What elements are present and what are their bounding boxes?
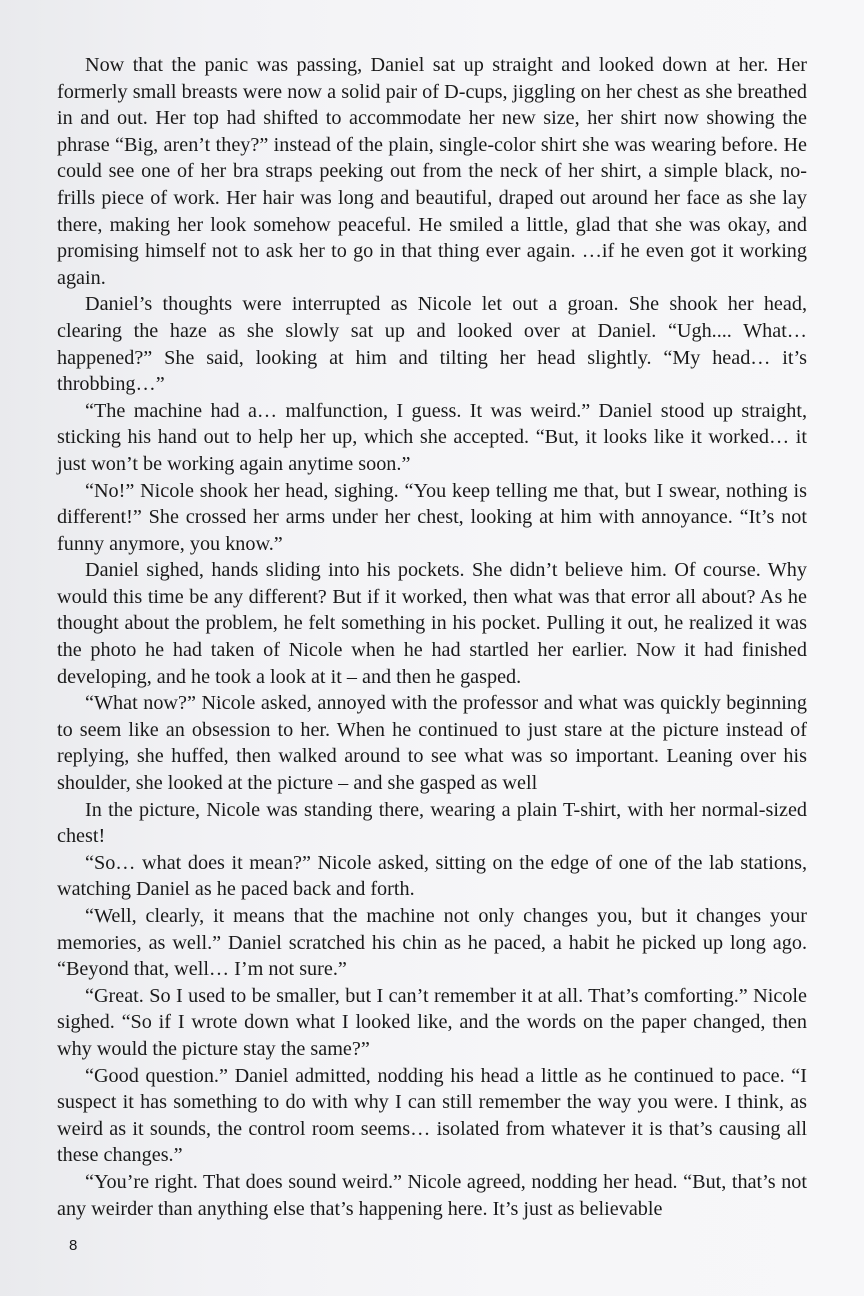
paragraph: Now that the panic was passing, Daniel sat up straight and looked down at her. Her formerly small breasts were now a solid pair of D-cups, jiggling on her chest as she breathed in and out. Her top had shifted to accommodate her new size, her shirt now showing the phrase “Big, aren’t they?” instead of the plain, single-color shirt she was wearing before. He could see one of her bra straps peeking out from the neck of her shirt, a simple black, no-frills piece of work. Her hair was long and beautiful, draped out around her face as she lay there, making her look somehow peaceful. He smiled a little, glad that she was okay, and promising himself not to ask her to go in that thing ever again. …if he even got it working again.: [57, 54, 807, 289]
paragraph: “What now?” Nicole asked, annoyed with the professor and what was quickly beginning to seem like an obsession to her. When he continued to just stare at the picture instead of replying, she huffed, then walked around to see what was so important. Leaning over his shoulder, she looked at the picture – and she gasped as well: [57, 692, 807, 795]
page-number: 8: [69, 1237, 78, 1254]
paragraph: “You’re right. That does sound weird.” Nicole agreed, nodding her head. “But, that’s not any weirder than anything else that’s happening here. It’s just as believable: [57, 1170, 807, 1220]
paragraph: “The machine had a… malfunction, I guess. It was weird.” Daniel stood up straight, sticking his hand out to help her up, which she accepted. “But, it looks like it worked… it just won’t be working again anytime soon.”: [57, 399, 807, 475]
page-body: [57, 52, 807, 1222]
paragraph: “Great. So I used to be smaller, but I can’t remember it at all. That’s comforting.” Nicole sighed. “So if I wrote down what I looked like, and the words on the paper changed, then why would the picture stay the same?”: [57, 984, 807, 1060]
paragraph: “Good question.” Daniel admitted, nodding his head a little as he continued to pace. “I suspect it has something to do with why I can still remember the way you were. I think, as weird as it sounds, the control room seems… isolated from whatever it is that’s causing all these changes.”: [57, 1064, 807, 1167]
paragraph: Daniel sighed, hands sliding into his pockets. She didn’t believe him. Of course. Why would this time be any different? But if it worked, then what was that error all about? As he thought about the problem, he felt something in his pocket. Pulling it out, he realized it was the photo he had taken of Nicole when he had startled her earlier. Now it had finished developing, and he took a look at it – and then he gasped.: [57, 559, 807, 688]
paragraph: In the picture, Nicole was standing there, wearing a plain T-shirt, with her normal-sized chest!: [57, 798, 807, 848]
paragraph: “No!” Nicole shook her head, sighing. “You keep telling me that, but I swear, nothing is different!” She crossed her arms under her chest, looking at him with annoyance. “It’s not funny anymore, you know.”: [57, 479, 807, 555]
paragraph: “Well, clearly, it means that the machine not only changes you, but it changes your memories, as well.” Daniel scratched his chin as he paced, a habit he picked up long ago. “Beyond that, well… I’m not sure.”: [57, 905, 807, 981]
paragraph: “So… what does it mean?” Nicole asked, sitting on the edge of one of the lab stations, watching Daniel as he paced back and forth.: [57, 851, 807, 901]
paragraph: Daniel’s thoughts were interrupted as Nicole let out a groan. She shook her head, clearing the haze as she slowly sat up and looked over at Daniel. “Ugh.... What… happened?” She said, looking at him and tilting her head slightly. “My head… it’s throbbing…”: [57, 293, 807, 396]
